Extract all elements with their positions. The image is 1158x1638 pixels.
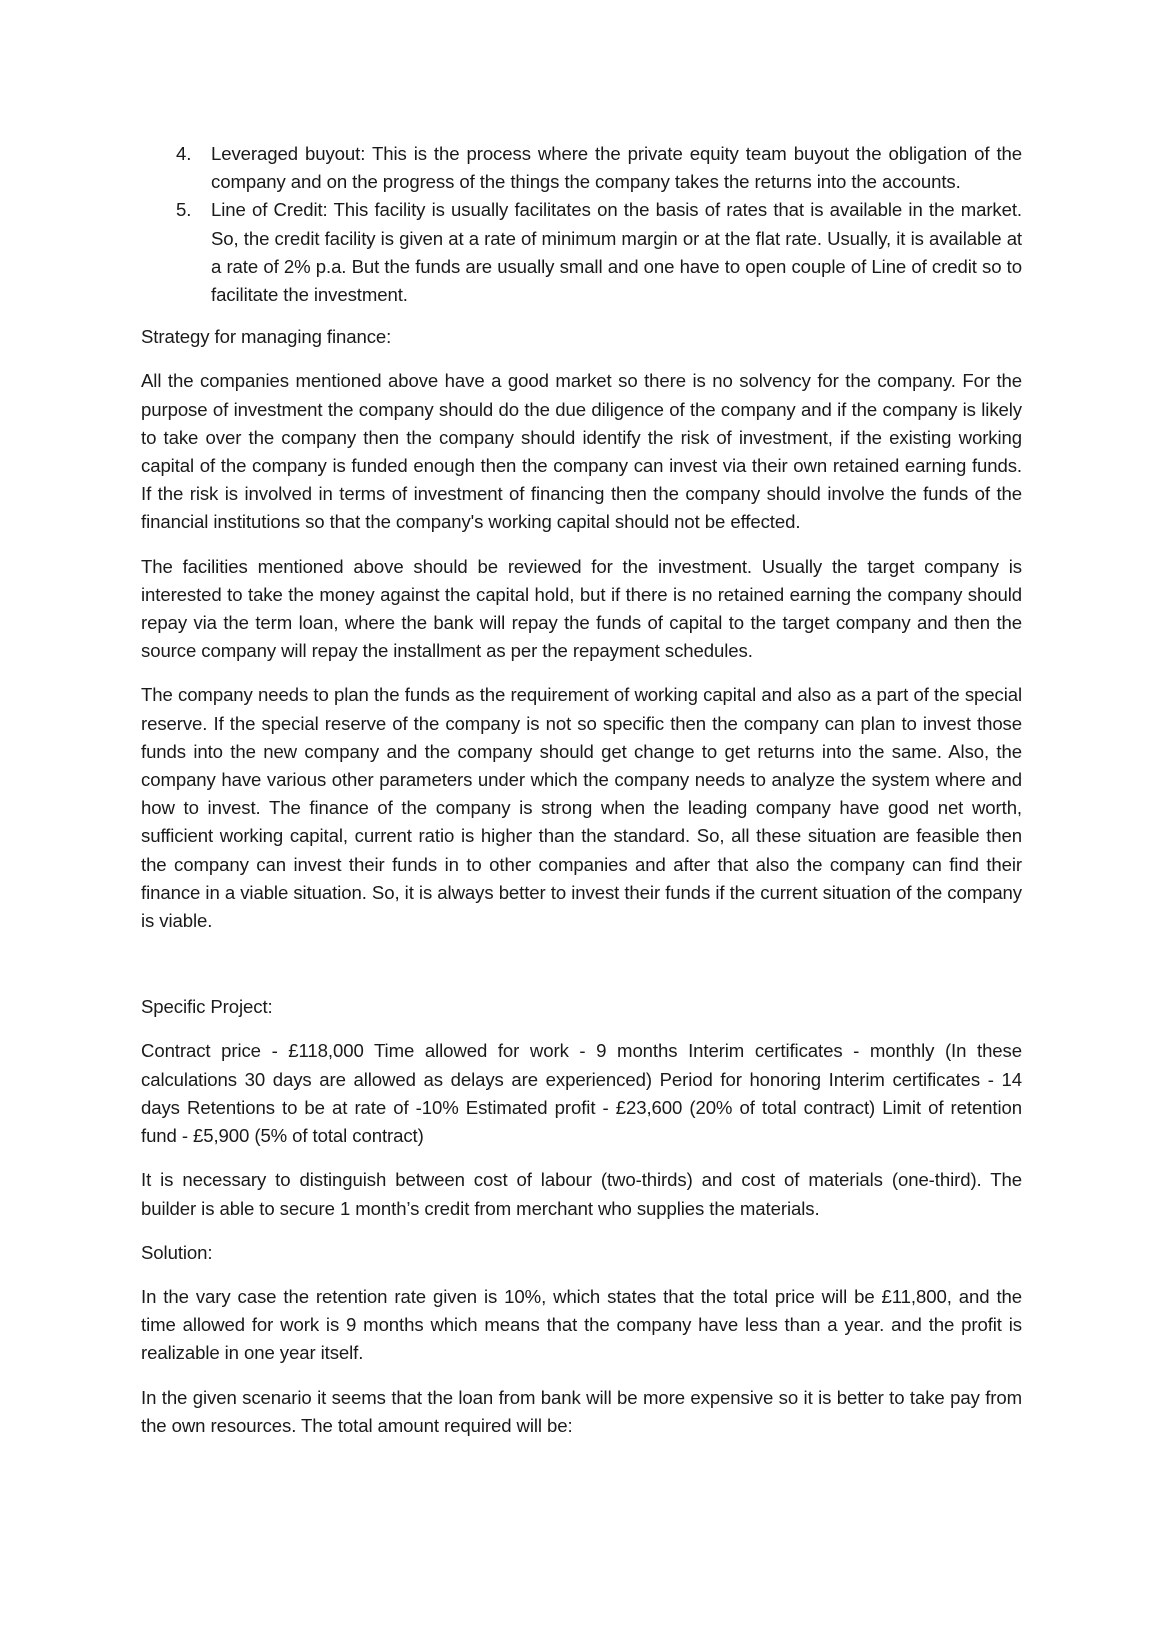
list-item-number: 5. <box>176 199 192 221</box>
project-heading: Specific Project: <box>141 996 273 1018</box>
list-item-text: Line of Credit: This facility is usually facilitates on the basis of rates that is available in the market. So, the credit facility is given at a rate of minimum margin or at the flat rate. Usually, it is available at a rate of 2% p.a. But the funds are usually small and one have to open couple of Line of credit so to facilitate the investment. <box>211 199 1022 306</box>
numbered-list <box>141 140 1022 309</box>
solution-paragraph-2: In the given scenario it seems that the loan from bank will be more expensive so it is better to take pay from the own resources. The total amount required will be: <box>141 1386 1022 1436</box>
strategy-paragraph-3: The company needs to plan the funds as the requirement of working capital and also as a part of the special reserve. If the special reserve of the company is not so specific then the company can plan to invest those funds into the new company and the company should get change to get returns into the same. Also, the company have various other parameters under which the company needs to analyze the system where and how to invest. The finance of the company is strong when the leading company have good net worth, sufficient working capital, current ratio is higher than the standard. So, all these situation are feasible then the company can invest their funds in to other companies and after that also the company can find their finance in a viable situation. So, it is always better to invest their funds if the current situation of the company is viable. <box>141 684 1022 932</box>
list-item-number: 4. <box>176 143 192 164</box>
project-paragraph-2: It is necessary to distinguish between cost of labour (two-thirds) and cost of materials (one-third). The builder is able to secure 1 month’s credit from merchant who supplies the materials. <box>141 1169 1022 1219</box>
solution-heading: Solution: <box>141 1241 213 1263</box>
strategy-paragraph-1: All the companies mentioned above have a good market so there is no solvency for the company. For the purpose of investment the company should do the due diligence of the company and if the company is likely to take over the company then the company should identify the risk of investment, if the existing working capital of the company is funded enough then the company can invest via their own retained earning funds. If the risk is involved in terms of investment of financing then the company should involve the funds of the financial institutions so that the company's working capital should not be effected. <box>141 370 1022 533</box>
project-paragraph-1: Contract price - £118,000 Time allowed for work - 9 months Interim certificates - monthly (In these calculations 30 days are allowed as delays are experienced) Period for honoring Interim certificates - 14 days Retentions to be at rate of -10% Estimated profit - £23,600 (20% of total contract) Limit of retention fund - £5,900 (5% of total contract) <box>141 1040 1022 1147</box>
strategy-paragraph-2: The facilities mentioned above should be reviewed for the investment. Usually the target company is interested to take the money against the capital hold, but if there is no retained earning the company should repay via the term loan, where the bank will repay the funds of capital to the target company and then the source company will repay the installment as per the repayment schedules. <box>141 555 1022 662</box>
section-spacer <box>141 951 1022 993</box>
list-item <box>141 140 1022 196</box>
list-item-text: Leveraged buyout: This is the process where the private equity team buyout the obligation of the company and on the progress of the things the company takes the returns into the accounts. <box>211 143 1022 193</box>
list-item <box>141 196 1022 309</box>
solution-paragraph-1: In the vary case the retention rate given is 10%, which states that the total price will be £11,800, and the time allowed for work is 9 months which means that the company have less than a year. and the profit is realizable in one year itself. <box>141 1285 1022 1364</box>
strategy-heading: Strategy for managing finance: <box>141 326 392 348</box>
document-page <box>141 140 1022 1456</box>
